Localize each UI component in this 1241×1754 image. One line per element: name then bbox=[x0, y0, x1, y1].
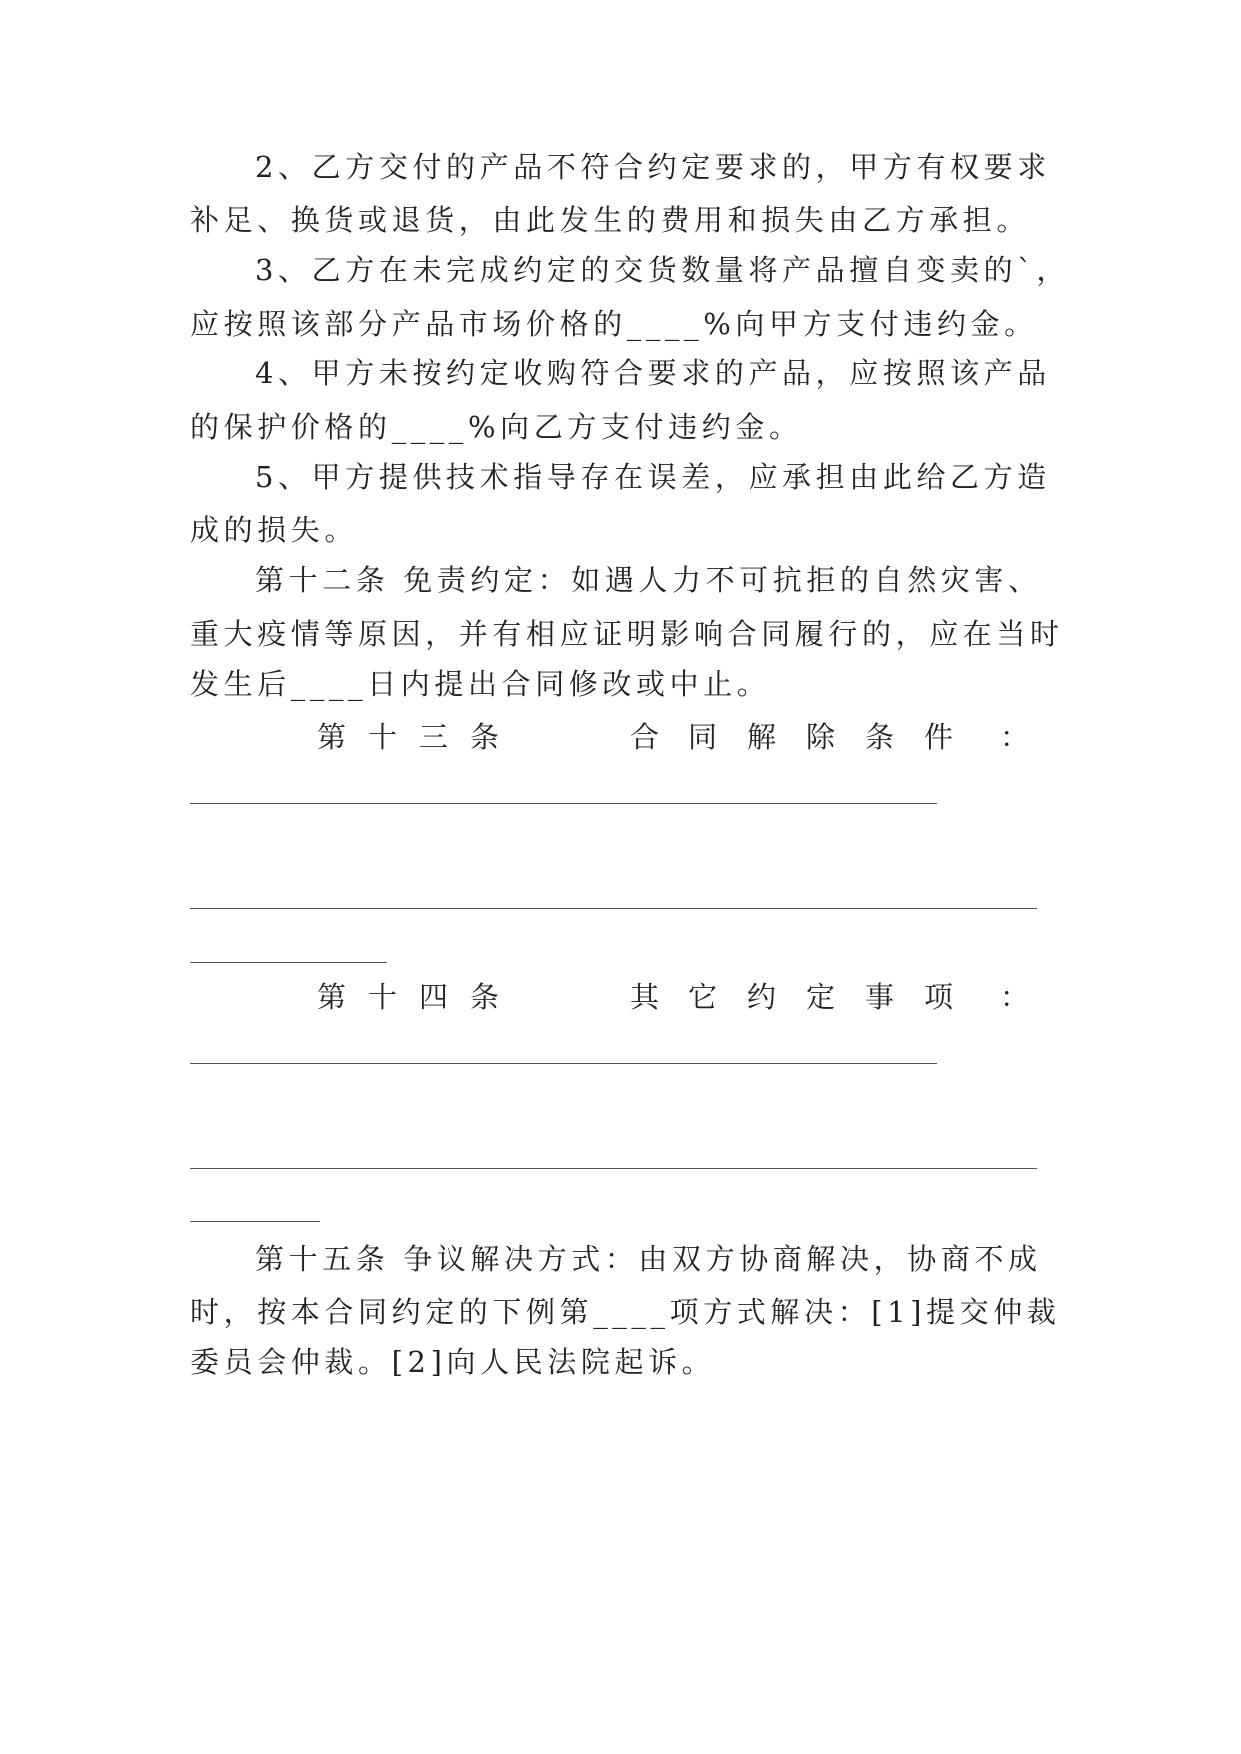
heading-char: 四 bbox=[419, 980, 449, 1014]
heading-char: 定 bbox=[806, 980, 836, 1014]
paragraph-line: 4、甲方未按约定收购符合要求的产品，应按照该产品 bbox=[255, 356, 1051, 390]
heading-char: 条 bbox=[470, 980, 500, 1014]
paragraph-line: 补足、换货或退货，由此发生的费用和损失由乙方承担。 bbox=[190, 203, 1031, 237]
paragraph-line: 第十五条 争议解决方式：由双方协商解决，协商不成 bbox=[255, 1242, 1042, 1276]
heading-char: 解 bbox=[747, 720, 777, 754]
heading-char: 件 bbox=[924, 720, 954, 754]
heading-char: 第 bbox=[317, 980, 347, 1014]
paragraph-line: 2、乙方交付的产品不符合约定要求的，甲方有权要求 bbox=[255, 150, 1051, 184]
paragraph-line: 成的损失。 bbox=[190, 513, 359, 547]
blank-line bbox=[190, 1221, 320, 1222]
blank-line bbox=[190, 908, 1037, 909]
paragraph-line: 5、甲方提供技术指导存在误差，应承担由此给乙方造 bbox=[255, 460, 1051, 494]
heading-char: 同 bbox=[688, 720, 718, 754]
heading-char: 条 bbox=[470, 720, 500, 754]
heading-char: ： bbox=[1000, 720, 1030, 754]
paragraph-line: 3、乙方在未完成约定的交货数量将产品擅自变卖的`， bbox=[255, 253, 1070, 287]
heading-char: 三 bbox=[419, 720, 449, 754]
heading-char: 事 bbox=[865, 980, 895, 1014]
heading-char: 约 bbox=[747, 980, 777, 1014]
blank-line bbox=[190, 1168, 1037, 1169]
heading-char: 十 bbox=[368, 980, 398, 1014]
heading-char: 十 bbox=[368, 720, 398, 754]
heading-char: 其 bbox=[630, 980, 660, 1014]
paragraph-line: 时，按本合同约定的下例第____项方式解决：[1]提交仲裁 bbox=[190, 1295, 1061, 1329]
paragraph-line: 发生后____日内提出合同修改或中止。 bbox=[190, 667, 771, 701]
paragraph-line: 的保护价格的____%向乙方支付违约金。 bbox=[190, 410, 803, 444]
paragraph-line: 重大疫情等原因，并有相应证明影响合同履行的，应在当时 bbox=[190, 617, 1064, 651]
heading-char: 它 bbox=[688, 980, 718, 1014]
heading-char: ： bbox=[1000, 980, 1030, 1014]
blank-line bbox=[190, 803, 937, 804]
heading-char: 第 bbox=[317, 720, 347, 754]
heading-char: 除 bbox=[806, 720, 836, 754]
paragraph-line: 委员会仲裁。[2]向人民法院起诉。 bbox=[190, 1345, 716, 1379]
blank-line bbox=[190, 1063, 937, 1064]
paragraph-line: 第十二条 免责约定：如遇人力不可抗拒的自然灾害、 bbox=[255, 563, 1042, 597]
blank-line bbox=[190, 962, 387, 963]
heading-char: 条 bbox=[865, 720, 895, 754]
heading-char: 项 bbox=[924, 980, 954, 1014]
heading-char: 合 bbox=[630, 720, 660, 754]
paragraph-line: 应按照该部分产品市场价格的____%向甲方支付违约金。 bbox=[190, 307, 1038, 341]
